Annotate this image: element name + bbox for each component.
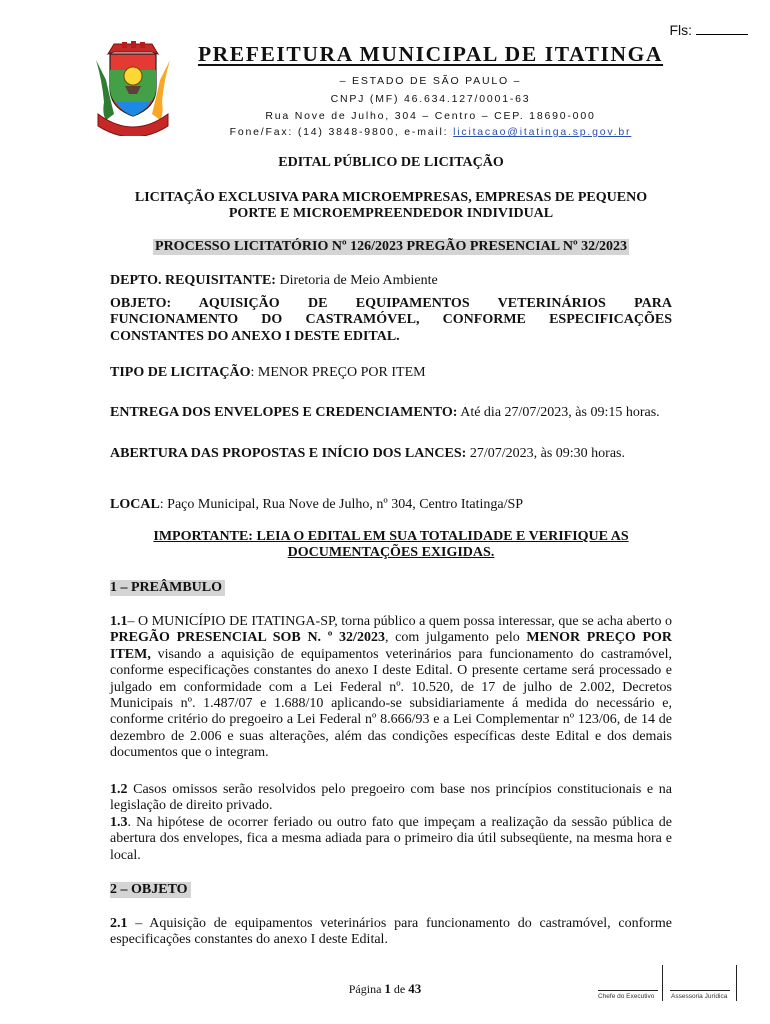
p12-text: Casos omissos serão resolvidos pelo pregoeiro com base nos princípios constitucionais e na legislação de direito privado. xyxy=(110,782,672,814)
document-title: EDITAL PÚBLICO DE LICITAÇÃO xyxy=(278,155,504,170)
header-address: Rua Nove de Julho, 304 – Centro – CEP. 18690-000 xyxy=(265,110,596,122)
email-link[interactable]: licitacao@itatinga.sp.gov.br xyxy=(453,126,632,138)
entrega-label: ENTREGA DOS ENVELOPES E CREDENCIAMENTO: xyxy=(110,405,458,420)
p11-criterio: MENOR PREÇO POR ITEM, xyxy=(110,630,672,662)
footer-mid: de xyxy=(390,982,409,996)
objeto-paragraph: OBJETO: AQUISIÇÃO DE EQUIPAMENTOS VETERINÁRIOS PARA FUNCIONAMENTO DO CASTRAMÓVEL, CONFORME ESPECIFICAÇÕES CONSTANTES DO ANEXO I DESTE EDITAL. xyxy=(110,296,672,344)
p13-number: 1.3 xyxy=(110,815,128,830)
local-value: : Paço Municipal, Rua Nove de Julho, nº 304, Centro Itatinga/SP xyxy=(159,497,524,512)
depto-requisitante xyxy=(110,273,672,289)
paragraph-1-1 xyxy=(110,614,672,762)
p11-text-c: , com julgamento pelo xyxy=(384,630,527,646)
p21-text: – Aquisição de equipamentos veterinários para funcionamento do castramóvel, conforme especificações constantes do anexo I deste Edital. xyxy=(110,916,672,948)
p11-pregao: PREGÃO PRESENCIAL SOB N. º 32/2023 xyxy=(110,630,385,646)
header-state: – ESTADO DE SÃO PAULO – xyxy=(339,75,522,87)
section-2-title: 2 – OBJETO xyxy=(110,882,191,898)
signature-line-1 xyxy=(598,990,658,991)
signature-label-juridica: Assessoria Jurídica xyxy=(671,993,728,1000)
folha-field xyxy=(669,22,748,38)
tipo-value: : MENOR PREÇO POR ITEM xyxy=(250,365,426,380)
section-1-title: 1 – PREÂMBULO xyxy=(110,580,225,596)
abertura-label: ABERTURA DAS PROPOSTAS E INÍCIO DOS LANCES: xyxy=(110,446,467,461)
municipal-crest-icon xyxy=(92,40,174,136)
header-phone: Fone/Fax: (14) 3848-9800, e-mail: xyxy=(229,126,454,138)
tipo-licitacao xyxy=(110,365,672,381)
entrega-value: Até dia 27/07/2023, às 09:15 horas. xyxy=(457,405,660,420)
p13-text: . Na hipótese de ocorrer feriado ou outro fato que impeçam a realização da sessão pública de abertura dos envelopes, fica a mesma adiada para o primeiro dia útil subseqüente, na mesma hora e local. xyxy=(110,815,672,863)
local-field xyxy=(110,497,672,513)
footer-current-page: 1 xyxy=(384,981,391,996)
p11-text-e: visando a aquisição de equipamentos veterinários para funcionamento do castramóvel, conforme especificações constantes do anexo I deste Edital. O presente certame será processado e julgado em conformidade com a Lei Federal nº. 10.520, de 17 de julho de 2.002, Decretos Municipais nº. 1.487/07 e 1.688/10 aplicando-se subsidiariamente á medida do necessário e, conforme critério do pregoeiro a Lei Federal nº 8.666/93 e a Lei Complementar nº 123/06, de 14 de dezembro de 2.006 e suas alterações, além das condições específicas deste Edital e dos demais documentos que o integram. xyxy=(110,646,672,761)
entrega-envelopes xyxy=(110,405,672,421)
footer-total-pages: 43 xyxy=(408,981,422,996)
p11-number: 1.1 xyxy=(110,614,128,629)
header-contact xyxy=(178,126,683,138)
section-1-heading xyxy=(110,580,672,596)
importante-notice: IMPORTANTE: LEIA O EDITAL EM SUA TOTALIDADE E VERIFIQUE AS DOCUMENTAÇÕES EXIGIDAS. xyxy=(153,529,629,561)
depto-label: DEPTO. REQUISITANTE: xyxy=(110,273,276,288)
paragraph-2-1 xyxy=(110,916,672,949)
tipo-label: TIPO DE LICITAÇÃO xyxy=(110,365,251,380)
abertura-propostas xyxy=(110,446,672,462)
signature-label-executivo: Chefe do Executivo xyxy=(598,993,655,1000)
p11-text-a: – O MUNICÍPIO DE ITATINGA-SP, torna público a quem possa interessar, que se acha aberto o xyxy=(127,614,672,629)
paragraph-1-2 xyxy=(110,782,672,815)
signature-divider-1 xyxy=(662,965,663,1001)
folha-label: Fls: xyxy=(669,22,692,38)
organization-name: PREFEITURA MUNICIPAL DE ITATINGA xyxy=(197,42,664,66)
p12-number: 1.2 xyxy=(110,782,128,797)
abertura-value: 27/07/2023, às 09:30 horas. xyxy=(466,446,625,461)
processo-highlight: PROCESSO LICITATÓRIO Nº 126/2023 PREGÃO PRESENCIAL Nº 32/2023 xyxy=(155,239,627,254)
processo-line xyxy=(110,239,672,255)
header-cnpj: CNPJ (MF) 46.634.127/0001-63 xyxy=(330,93,531,105)
signature-divider-2 xyxy=(736,965,737,1001)
document-subtitle: LICITAÇÃO EXCLUSIVA PARA MICROEMPRESAS, EMPRESAS DE PEQUENO PORTE E MICROEMPREENDEDOR INDIVIDUAL xyxy=(134,190,648,222)
depto-value: Diretoria de Meio Ambiente xyxy=(275,273,438,288)
page-footer xyxy=(0,981,770,997)
local-label: LOCAL xyxy=(110,497,160,512)
p21-number: 2.1 xyxy=(110,916,128,931)
signature-line-2 xyxy=(670,990,730,991)
footer-prefix: Página xyxy=(348,982,385,996)
folha-blank-line xyxy=(696,22,748,35)
paragraph-1-3 xyxy=(110,815,672,864)
section-2-heading xyxy=(110,882,672,898)
